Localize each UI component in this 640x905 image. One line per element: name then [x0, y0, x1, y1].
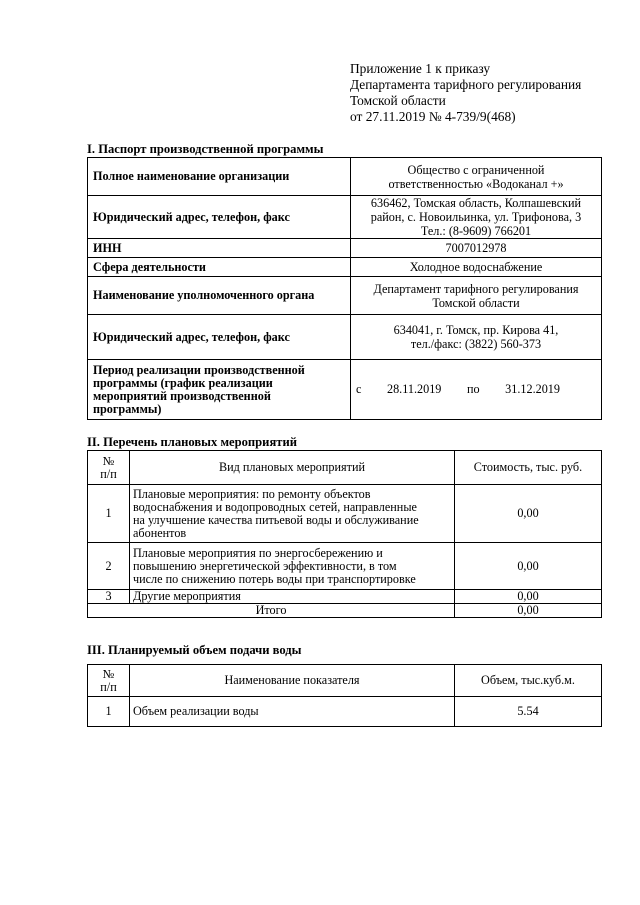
period-value — [351, 360, 602, 420]
value-line: тел./факс: (3822) 560-373 — [410, 337, 542, 351]
row-cost: 0,00 — [455, 543, 602, 590]
table-row — [88, 697, 602, 727]
row-value — [351, 277, 602, 315]
row-value — [351, 239, 602, 258]
col-header-num — [88, 665, 130, 697]
row-num: 2 — [88, 543, 130, 590]
row-label: Сфера деятельности — [88, 258, 351, 277]
table-row — [88, 196, 602, 239]
period-label — [88, 360, 351, 420]
table-row — [88, 590, 602, 604]
label-line: Период реализации производственной — [93, 362, 305, 377]
row-label: Наименование уполномоченного органа — [88, 277, 351, 315]
value-line: 7007012978 — [445, 241, 507, 255]
header-line: № — [102, 666, 115, 681]
header-line: № — [102, 453, 115, 468]
col-header-num — [88, 451, 130, 485]
value-line: Общество с ограниченной — [407, 162, 545, 177]
header-line: п/п — [100, 679, 117, 694]
row-value — [351, 315, 602, 360]
table-header-row — [88, 665, 602, 697]
col-header-kind: Вид плановых мероприятий — [130, 451, 455, 485]
header-line: п/п — [100, 466, 117, 481]
row-label: Юридический адрес, телефон, факс — [88, 196, 351, 239]
label-line: мероприятий производственной — [93, 388, 271, 403]
value-line: Томской области — [432, 295, 520, 310]
row-volume: 5.54 — [455, 697, 602, 727]
row-text: Другие мероприятия — [130, 590, 455, 604]
row-value — [351, 196, 602, 239]
period-to-word: по — [466, 382, 480, 396]
table-row — [88, 158, 602, 196]
value-line: Холодное водоснабжение — [409, 260, 543, 274]
value-line: ответственностью «Водоканал +» — [388, 176, 564, 191]
period-from-date: 28.11.2019 — [386, 382, 442, 396]
row-value — [351, 258, 602, 277]
text-line: абонентов — [133, 525, 187, 540]
value-line: 634041, г. Томск, пр. Кирова 41, — [393, 323, 559, 337]
text-line: Плановые мероприятия: по ремонту объектов — [133, 486, 371, 501]
table-row — [88, 258, 602, 277]
order-annex-header — [350, 61, 581, 125]
row-num: 1 — [88, 485, 130, 543]
label-line: программы) — [93, 401, 162, 416]
col-header-cost: Стоимость, тыс. руб. — [455, 451, 602, 485]
header-line: Приложение 1 к приказу — [350, 61, 491, 76]
table-row — [88, 277, 602, 315]
row-num: 1 — [88, 697, 130, 727]
row-name: Объем реализации воды — [130, 697, 455, 727]
passport-table — [87, 157, 602, 420]
value-line: Тел.: (8-9609) 766201 — [420, 224, 532, 238]
table-row — [88, 360, 602, 420]
row-label: Юридический адрес, телефон, факс — [88, 315, 351, 360]
row-cost: 0,00 — [455, 485, 602, 543]
text-line: числе по снижению потерь воды при транспортировке — [133, 571, 416, 586]
volume-table — [87, 664, 602, 727]
total-row — [88, 604, 602, 618]
section-title-volume: III. Планируемый объем подачи воды — [87, 643, 302, 657]
value-line: 636462, Томская область, Колпашевский — [370, 196, 582, 210]
section-title-passport: I. Паспорт производственной программы — [87, 142, 324, 156]
header-line: Томской области — [350, 93, 446, 108]
label-line: программы (график реализации — [93, 375, 273, 390]
header-line: Департамента тарифного регулирования — [350, 77, 582, 92]
row-cost: 0,00 — [455, 590, 602, 604]
row-label: ИНН — [88, 239, 351, 258]
text-line: повышению энергетической эффективности, в том — [133, 558, 397, 573]
period-range — [354, 382, 598, 397]
total-label: Итого — [88, 604, 455, 618]
row-text — [130, 543, 455, 590]
total-cost: 0,00 — [455, 604, 602, 618]
row-text — [130, 485, 455, 543]
section-title-activities: II. Перечень плановых мероприятий — [87, 435, 297, 449]
value-line: район, с. Новоильинка, ул. Трифонова, 3 — [370, 210, 582, 224]
text-line: Плановые мероприятия по энергосбережению и — [133, 545, 383, 560]
text-line: на улучшение качества питьевой воды и обслуживание — [133, 512, 419, 527]
row-label: Полное наименование организации — [88, 158, 351, 196]
value-line: Департамент тарифного регулирования — [373, 281, 579, 296]
table-row — [88, 485, 602, 543]
period-to-date: 31.12.2019 — [505, 382, 560, 396]
period-from-word: с — [356, 382, 362, 396]
row-num: 3 — [88, 590, 130, 604]
text-line: водоснабжения и водопроводных сетей, направленные — [133, 499, 417, 514]
table-row — [88, 543, 602, 590]
table-row — [88, 239, 602, 258]
table-header-row — [88, 451, 602, 485]
header-line: от 27.11.2019 № 4-739/9(468) — [350, 109, 516, 124]
col-header-name: Наименование показателя — [130, 665, 455, 697]
table-row — [88, 315, 602, 360]
col-header-volume: Объем, тыс.куб.м. — [455, 665, 602, 697]
row-value — [351, 158, 602, 196]
activities-table — [87, 450, 602, 618]
